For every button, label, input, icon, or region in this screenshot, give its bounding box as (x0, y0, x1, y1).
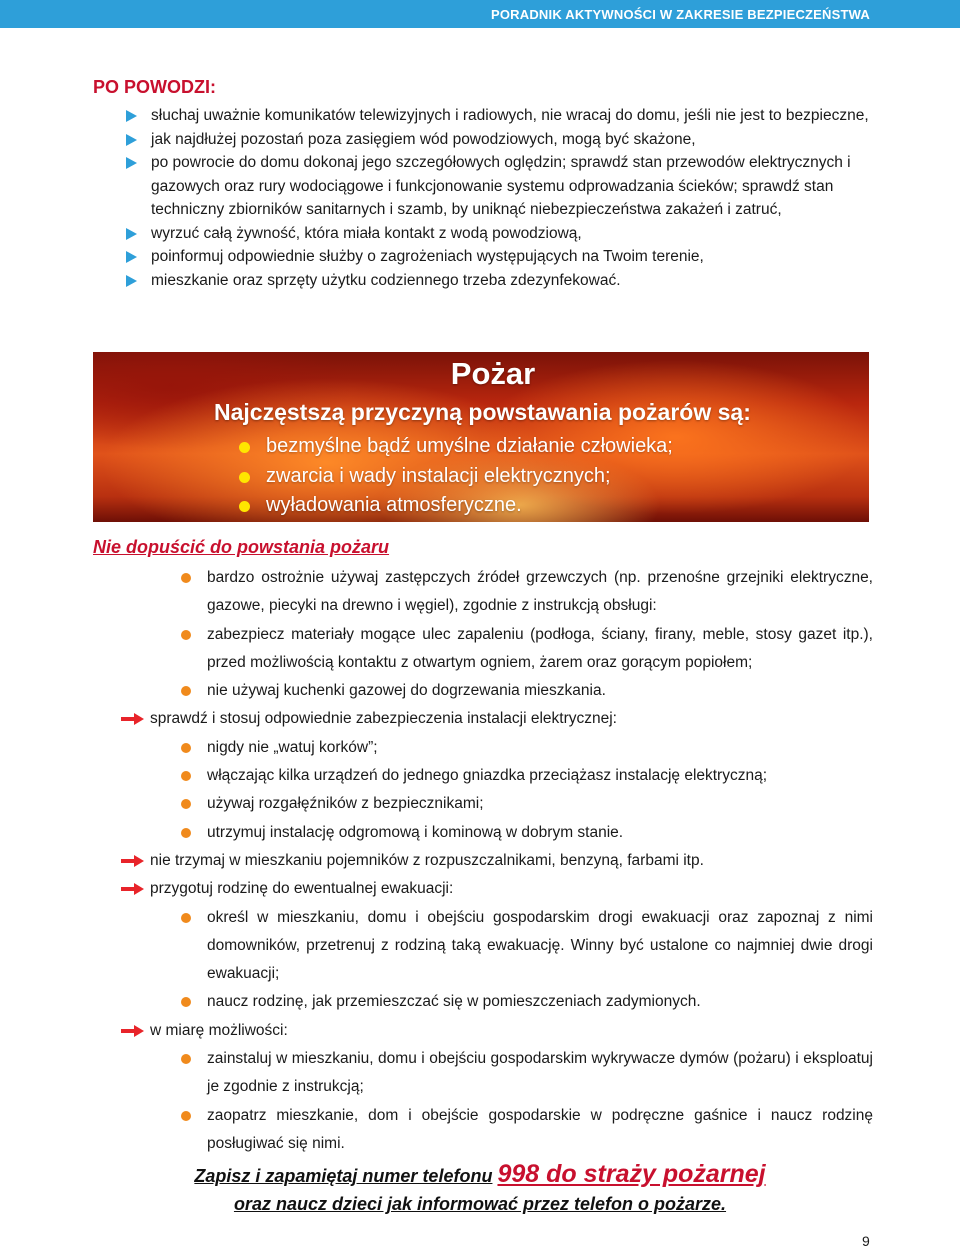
section-item: przygotuj rodzinę do ewentualnej ewakuacji: (150, 875, 873, 903)
orange-dot-icon (181, 913, 191, 923)
red-arrow-icon (121, 1025, 144, 1037)
list-item: wyładowania atmosferyczne. (239, 491, 673, 521)
list-item: zwarcia i wady instalacji elektrycznych; (239, 462, 673, 492)
list-item: po powrocie do domu dokonaj jego szczegółowych oględzin; sprawdź stan przewodów elektrycznych i gazowych oraz rury wodociągowe i funkcjonowanie systemu odprowadzania ścieków; sprawdź stan techniczny zbiorników sanitarnych i szamb, by uniknąć niebezpieczeństwa zakażeń i zatruć, (126, 151, 871, 222)
triangle-bullet-icon (126, 275, 137, 287)
orange-dot-icon (181, 828, 191, 838)
banner-subtitle: Najczęstszą przyczyną powstawania pożarów są: (214, 399, 751, 425)
red-arrow-icon (121, 883, 144, 895)
po-powodzi-heading: PO POWODZI: (93, 77, 216, 97)
fire-banner (93, 352, 869, 522)
list-item: bezmyślne bądź umyślne działanie człowieka; (239, 432, 673, 462)
list-item: zainstaluj w mieszkaniu, domu i obejściu gospodarskim wykrywacze dymów (pożaru) i eksploatuj je zgodnie z instrukcją; (207, 1045, 873, 1102)
list-item: naucz rodzinę, jak przemieszczać się w pomieszczeniach zadymionych. (207, 988, 873, 1016)
list-item: zabezpiecz materiały mogące ulec zapaleniu (podłoga, ściany, firany, meble, stosy gazet itp.), przed możliwością kontaktu z otwartym ogniem, żarem oraz gorącym popiołem; (207, 621, 873, 678)
orange-dot-icon (181, 997, 191, 1007)
footer-text: Zapisz i zapamiętaj numer telefonu (194, 1166, 493, 1186)
orange-dot-icon (181, 686, 191, 696)
list-item: bardzo ostrożnie używaj zastępczych źródeł grzewczych (np. przenośne grzejniki elektryczne, gazowe, piecyki na drewno i węgiel), zgodnie z instrukcją obsługi: (207, 564, 873, 621)
banner-list (239, 432, 673, 521)
triangle-bullet-icon (126, 134, 137, 146)
triangle-bullet-icon (126, 110, 137, 122)
list-item: wyrzuć całą żywność, która miała kontakt z wodą powodziową, (126, 222, 871, 246)
list-item: zaopatrz mieszkanie, dom i obejście gospodarskie w podręczne gaśnice i naucz rodzinę posługiwać się nimi. (207, 1102, 873, 1159)
yellow-dot-icon (239, 442, 250, 453)
footer-phone-line (0, 1160, 960, 1189)
red-arrow-icon (121, 713, 144, 725)
yellow-dot-icon (239, 501, 250, 512)
orange-dot-icon (181, 743, 191, 753)
footer-children-line: oraz naucz dzieci jak informować przez telefon o pożarze. (233, 1194, 727, 1214)
orange-dot-icon (181, 630, 191, 640)
list-item: nie używaj kuchenki gazowej do dogrzewania mieszkania. (207, 677, 873, 705)
list-item: słuchaj uważnie komunikatów telewizyjnych i radiowych, nie wracaj do domu, jeśli nie jest to bezpieczne, (126, 104, 871, 128)
list-item: używaj rozgałęźników z bezpiecznikami; (207, 790, 873, 818)
section-item: nie trzymaj w mieszkaniu pojemników z rozpuszczalnikami, benzyną, farbami itp. (150, 847, 873, 875)
triangle-bullet-icon (126, 157, 137, 169)
page-header-bar (0, 0, 960, 28)
orange-dot-icon (181, 799, 191, 809)
list-item: utrzymuj instalację odgromową i kominową w dobrym stanie. (207, 819, 873, 847)
orange-dot-icon (181, 1054, 191, 1064)
orange-dot-icon (181, 1111, 191, 1121)
list-item: nigdy nie „watuj korków”; (207, 734, 873, 762)
yellow-dot-icon (239, 472, 250, 483)
list-item: włączając kilka urządzeń do jednego gniazdka przeciążasz instalację elektryczną; (207, 762, 873, 790)
fire-prevention-content (93, 564, 873, 1158)
po-powodzi-list (126, 104, 871, 292)
red-arrow-icon (121, 855, 144, 867)
orange-dot-icon (181, 573, 191, 583)
list-item: poinformuj odpowiednie służby o zagrożeniach występujących na Twoim terenie, (126, 245, 871, 269)
orange-dot-icon (181, 771, 191, 781)
list-item: jak najdłużej pozostań poza zasięgiem wód powodziowych, mogą być skażone, (126, 128, 871, 152)
banner-title: Pożar (450, 356, 536, 391)
page-header-title: PORADNIK AKTYWNOŚCI W ZAKRESIE BEZPIECZEŃSTWA (490, 6, 870, 22)
fire-number: 998 do straży pożarnej (497, 1160, 766, 1188)
page-number: 9 (862, 1233, 870, 1249)
triangle-bullet-icon (126, 228, 137, 240)
list-item: określ w mieszkaniu, domu i obejściu gospodarskim drogi ewakuacji oraz zapoznaj z nimi domowników, przetrenuj z rodziną taką ewakuację. Winny być ustalone co najmniej dwie drogi ewakuacji; (207, 904, 873, 989)
nie-dopuscic-heading: Nie dopuścić do powstania pożaru (93, 537, 390, 557)
section-item: sprawdź i stosuj odpowiednie zabezpieczenia instalacji elektrycznej: (150, 705, 873, 733)
triangle-bullet-icon (126, 251, 137, 263)
list-item: mieszkanie oraz sprzęty użytku codziennego trzeba zdezynfekować. (126, 269, 871, 293)
section-item: w miarę możliwości: (150, 1017, 873, 1045)
